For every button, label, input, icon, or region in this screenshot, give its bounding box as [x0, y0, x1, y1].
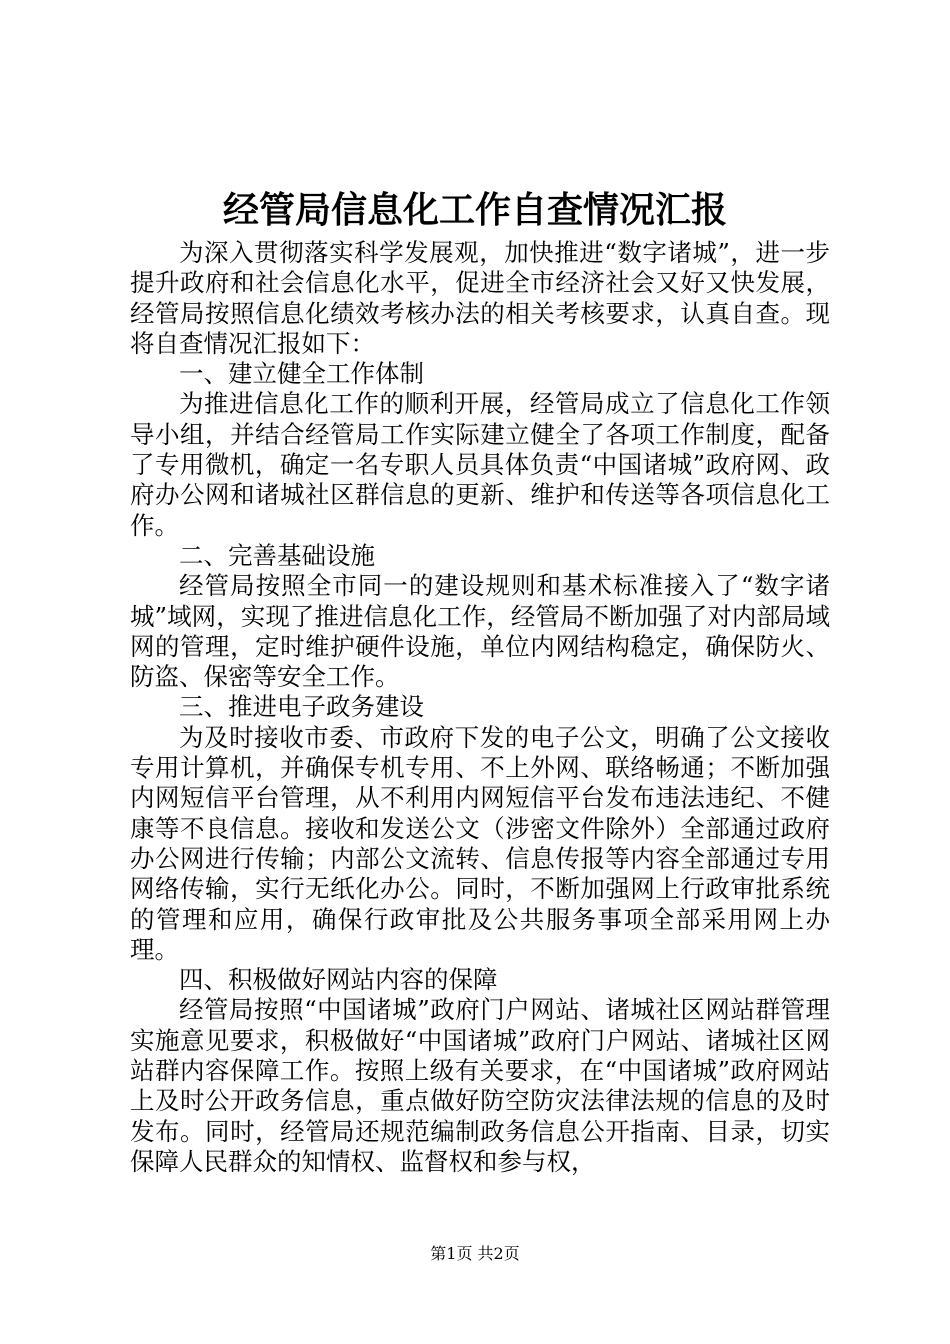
- section-paragraph: 为及时接收市委、市政府下发的电子公文，明确了公文接收专用计算机，并确保专机专用、不上外网、联络畅通；不断加强内网短信平台管理，从不利用内网短信平台发布违法违纪、不健康等不良信息。接收和发送公文（涉密文件除外）全部通过政府办公网进行传输；内部公文流转、信息传报等内容全部通过专用网络传输，实行无纸化办公。同时，不断加强网上行政审批系统的管理和应用，确保行政审批及公共服务事项全部采用网上办理。: [130, 722, 830, 964]
- section-paragraph: 为推进信息化工作的顺利开展，经管局成立了信息化工作领导小组，并结合经管局工作实际建立健全了各项工作制度，配备了专用微机，确定一名专职人员具体负责“中国诸城”政府网、政府办公网和诸城社区群信息的更新、维护和传送等各项信息化工作。: [130, 389, 830, 540]
- section-paragraph: 经管局按照“中国诸城”政府门户网站、诸城社区网站群管理实施意见要求，积极做好“中国诸城”政府门户网站、诸城社区网站群内容保障工作。按照上级有关要求，在“中国诸城”政府网站上及时公开政务信息，重点做好防空防灾法律法规的信息的及时发布。同时，经管局还规范编制政务信息公开指南、目录，切实保障人民群众的知情权、监督权和参与权，: [130, 995, 830, 1176]
- section-heading: 三、推进电子政务建设: [179, 692, 424, 722]
- document-body: [130, 238, 830, 1177]
- document-title: 经管局信息化工作自查情况汇报: [222, 189, 727, 231]
- section-heading: 一、建立健全工作体制: [179, 359, 424, 389]
- section-heading: 二、完善基础设施: [179, 540, 375, 570]
- page-number-footer: 第1页 共2页: [430, 1244, 520, 1263]
- section-paragraph: 经管局按照全市同一的建设规则和基术标准接入了“数字诸城”域网，实现了推进信息化工作，经管局不断加强了对内部局域网的管理，定时维护硬件设施，单位内网结构稳定，确保防火、防盗、保密等安全工作。: [130, 571, 830, 692]
- intro-paragraph: 为深入贯彻落实科学发展观，加快推进“数字诸城”，进一步提升政府和社会信息化水平，促进全市经济社会又好又快发展，经管局按照信息化绩效考核办法的相关考核要求，认真自查。现将自查情况汇报如下：: [130, 238, 830, 358]
- section-heading: 四、积极做好网站内容的保障: [179, 965, 498, 995]
